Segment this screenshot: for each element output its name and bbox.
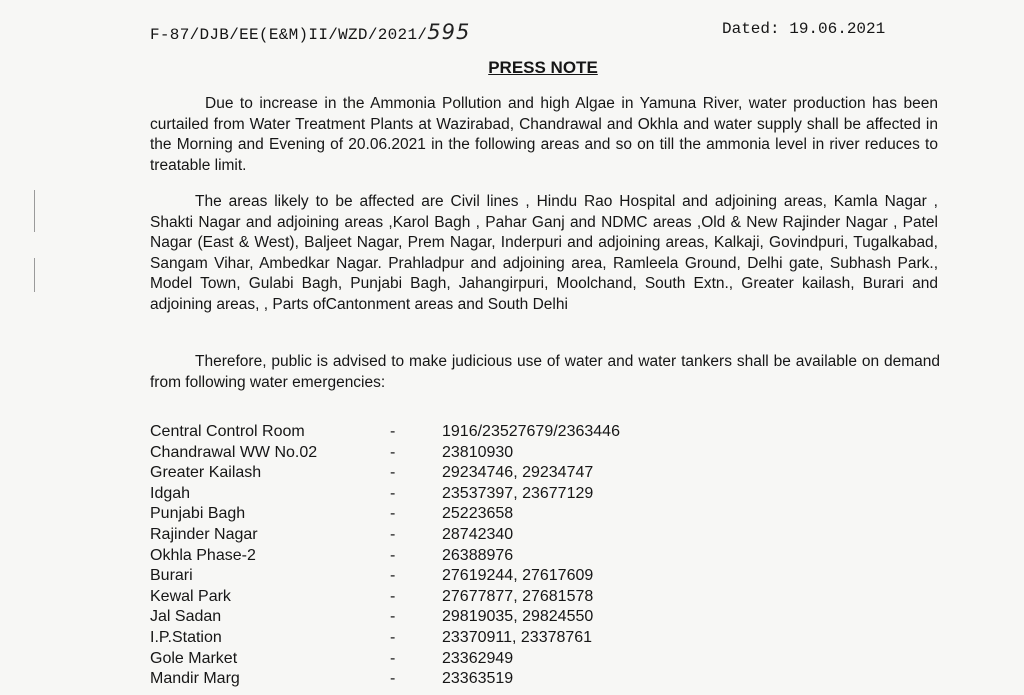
contact-name: Burari [150, 567, 193, 585]
contact-number: 27677877, 27681578 [442, 587, 594, 605]
contact-number: 26388976 [442, 546, 514, 564]
contact-separator: - [390, 464, 396, 482]
contact-number: 23537397, 23677129 [442, 484, 594, 502]
contact-row [150, 628, 710, 649]
contact-separator: - [390, 649, 396, 667]
contact-separator: - [390, 587, 396, 605]
contact-separator: - [390, 423, 396, 440]
paragraph-affected-areas: The areas likely to be affected are Civil lines , Hindu Rao Hospital and adjoining areas, Kamla Nagar , Shakti Nagar and adjoining areas ,Karol Bagh , Pahar Ganj and NDMC areas ,Old & New Rajinder Nagar , Patel Nagar (East & West), Baljeet Nagar, Prem Nagar, Inderpuri and adjoining areas, Kalkaji, Govindpuri, Tugalkabad, Sangam Vihar, Ambedkar Nagar. Prahladpur and adjoining area, Ramleela Ground, Delhi gate, Subhash Park., Model Town, Gulabi Bagh, Punjabi Bagh, Jahangirpuri, Moolchand, South Extn., Greater kailash, Burari and adjoining areas, , Parts ofCantonment areas and South Delhi [150, 193, 938, 313]
document-header [0, 16, 1024, 46]
contact-row [150, 669, 710, 690]
contact-number: 1916/23527679/2363446 [442, 423, 620, 440]
paragraph-ammonia-notice: Due to increase in the Ammonia Pollution and high Algae in Yamuna River, water production has been curtailed from Water Treatment Plants at Wazirabad, Chandrawal and Okhla and water supply shall be affected in the Morning and Evening of 20.06.2021 in the following areas and so on till the ammonia level in river reduces to treatable limit. [150, 95, 938, 174]
contact-name: Okhla Phase-2 [150, 546, 256, 564]
contact-number: 23810930 [442, 443, 514, 461]
contact-row [150, 525, 710, 546]
contact-number: 23362949 [442, 649, 514, 667]
emergency-contacts-list [150, 422, 710, 690]
contact-name: Mandir Marg [150, 670, 240, 688]
contact-name: Gole Market [150, 649, 238, 667]
contact-number: 28742340 [442, 525, 514, 543]
contact-separator: - [390, 484, 396, 502]
reference-text: F-87/DJB/EE(E&M)II/WZD/2021/ [150, 26, 428, 44]
document-date: Dated: 19.06.2021 [722, 20, 886, 38]
contact-separator: - [390, 670, 396, 688]
contact-number: 29234746, 29234747 [442, 464, 594, 482]
contact-name: Greater Kailash [150, 464, 262, 482]
contact-name: Kewal Park [150, 587, 231, 605]
contact-number: 29819035, 29824550 [442, 608, 594, 626]
contact-name: I.P.Station [150, 628, 222, 646]
contact-separator: - [390, 443, 396, 461]
contact-row [150, 443, 710, 464]
contact-name: Chandrawal WW No.02 [150, 443, 318, 461]
contact-row [150, 546, 710, 567]
contact-name: Jal Sadan [150, 608, 222, 626]
contact-separator: - [390, 546, 396, 564]
contact-separator: - [390, 567, 396, 585]
contact-name: Central Control Room [150, 423, 305, 440]
contact-separator: - [390, 628, 396, 646]
scan-margin-mark [34, 190, 35, 232]
scan-margin-mark [34, 258, 35, 292]
contact-name: Punjabi Bagh [150, 505, 246, 523]
page-title: PRESS NOTE [488, 58, 598, 77]
contact-separator: - [390, 505, 396, 523]
contact-number: 23363519 [442, 670, 514, 688]
contact-number: 25223658 [442, 505, 514, 523]
contact-name: Rajinder Nagar [150, 525, 258, 543]
contact-row [150, 607, 710, 628]
contact-row [150, 484, 710, 505]
contact-separator: - [390, 525, 396, 543]
contact-row [150, 649, 710, 670]
contact-row [150, 422, 710, 443]
reference-number [150, 20, 470, 44]
handwritten-reference-number: 595 [427, 20, 471, 44]
contact-row [150, 504, 710, 525]
contact-row [150, 463, 710, 484]
contact-row [150, 587, 710, 608]
contact-number: 23370911, 23378761 [442, 628, 593, 646]
contact-number: 27619244, 27617609 [442, 567, 594, 585]
contact-separator: - [390, 608, 396, 626]
paragraph-public-advisory: Therefore, public is advised to make judicious use of water and water tankers shall be available on demand from following water emergencies: [150, 353, 940, 391]
contact-row [150, 566, 710, 587]
contact-name: Idgah [150, 484, 191, 502]
